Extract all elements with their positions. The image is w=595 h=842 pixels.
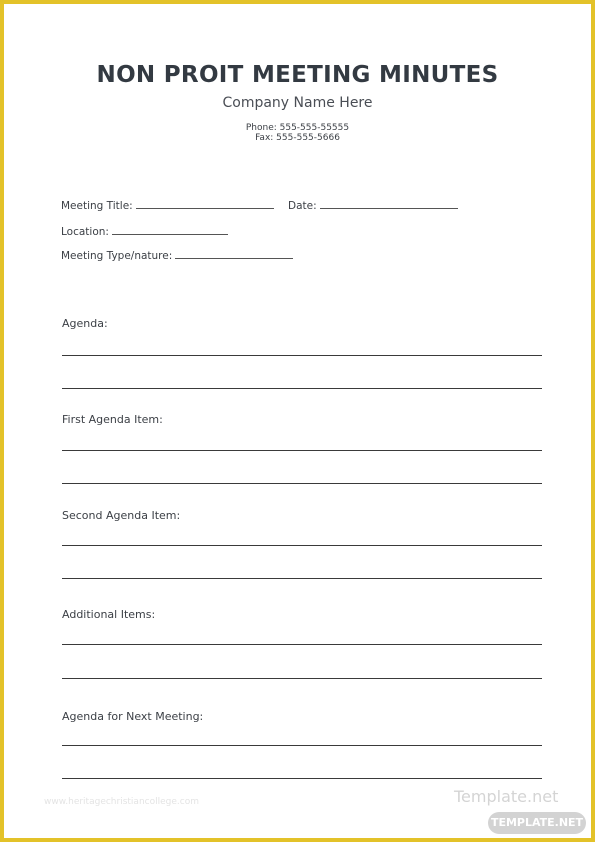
section-label-next-meeting: Agenda for Next Meeting: [62, 710, 204, 723]
fax-text: Fax: 555-555-5666 [255, 133, 340, 143]
first-agenda-line-2[interactable] [62, 483, 542, 484]
watermark-url: www.heritagechristiancollege.com [44, 797, 199, 807]
meeting-type-field[interactable] [61, 249, 293, 262]
meeting-title-blank[interactable] [136, 199, 274, 209]
agenda-line-1[interactable] [62, 355, 542, 356]
meeting-type-blank[interactable] [175, 249, 293, 259]
location-label: Location: [61, 226, 109, 238]
section-label-agenda: Agenda: [62, 317, 108, 330]
location-blank[interactable] [112, 225, 228, 235]
section-label-second-agenda-item: Second Agenda Item: [62, 509, 181, 522]
additional-items-line-2[interactable] [62, 678, 542, 679]
section-label-first-agenda-item: First Agenda Item: [62, 413, 163, 426]
agenda-line-2[interactable] [62, 388, 542, 389]
watermark-brand: Template.net [454, 787, 559, 806]
next-meeting-line-1[interactable] [62, 745, 542, 746]
second-agenda-line-2[interactable] [62, 578, 542, 579]
company-name: Company Name Here [222, 95, 373, 111]
meeting-title-label: Meeting Title: [61, 200, 133, 212]
section-label-additional-items: Additional Items: [62, 608, 156, 621]
second-agenda-line-1[interactable] [62, 545, 542, 546]
phone-text: Phone: 555-555-55555 [245, 123, 350, 133]
date-field[interactable] [288, 199, 458, 212]
date-label: Date: [288, 200, 317, 212]
meeting-title-field[interactable] [61, 199, 274, 212]
location-field[interactable] [61, 225, 228, 238]
document-title: NON PROIT MEETING MINUTES [96, 62, 499, 88]
date-blank[interactable] [320, 199, 458, 209]
contact-info [4, 123, 591, 143]
template-badge[interactable]: TEMPLATE.NET [488, 812, 586, 834]
first-agenda-line-1[interactable] [62, 450, 542, 451]
meeting-type-label: Meeting Type/nature: [61, 250, 173, 262]
next-meeting-line-2[interactable] [62, 778, 542, 779]
additional-items-line-1[interactable] [62, 644, 542, 645]
